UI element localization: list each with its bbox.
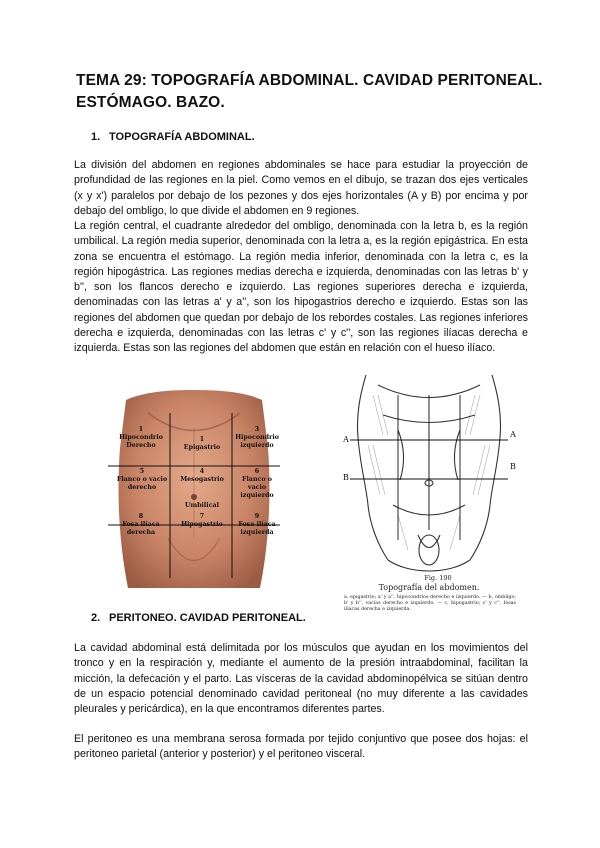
region-label: 1 Hipocondrio Derecho — [119, 426, 163, 449]
line-label-b-left: B — [343, 473, 349, 482]
region-label: 6 Flanco o vacio izquierdo — [240, 468, 274, 499]
page-title: TEMA 29: TOPOGRAFÍA ABDOMINAL. CAVIDAD PERITONEAL. ESTÓMAGO. BAZO. — [76, 72, 543, 111]
figure-title: Topografía del abdomen. — [378, 583, 480, 592]
paragraph: La cavidad abdominal está delimitada por los músculos que ayudan en los movimientos del tronco y en la respiración y, mediante el aumento de la presión intraabdominal, facilitan la micción, la defecación y el parto. Las vísceras de la cavidad abdominopélvica se sitúan dentro de un espacio potencial denominado cavidad peritoneal (no muy diferente a las cavidades pleurales y pericárdica), en la que encontramos diferentes partes. — [74, 642, 528, 716]
section-number: 1. — [91, 131, 101, 143]
abdomen-engraving-figure — [338, 375, 520, 625]
line-label-a-right: A — [510, 430, 516, 439]
region-label: 5 Flanco o vacio derecho — [116, 468, 168, 491]
section-title: PERITONEO. CAVIDAD PERITONEAL. — [109, 612, 306, 624]
region-label: 8 Fosa ilíaca derecha — [122, 513, 160, 536]
region-label: 1 Epigastrio — [183, 436, 221, 451]
figure-legend: a, epigastrio; a' y a'', hipocondrios derecho e izquierdo. — b, ombligo; b' y b'', vacíos derecho e izquierdo. — c, hipogastrio; c' y c'', fosas ilíacas derecha e izquierda. — [344, 595, 516, 612]
region-label: 9 Fosa ilíaca izquierda — [238, 513, 276, 536]
paragraph: La región central, el cuadrante alrededor del ombligo, denominada con la letra b, es la región umbilical. La región media superior, denominada con la letra a, es la región epigástrica. En esta zona se encuentra el estómago. La región media inferior, denominada con la letra c, es la región hipogástrica. Las regiones medias derecha e izquierda, denominadas con las letras b' y b'', son los flancos derecho e izquierdo. Las regiones superiores derecha e izquierda, denominadas con las letras a' y a'', son los hipogastrios derecho e izquierdo. Estas son las regiones del abdomen que quedan por debajo de los rebordes costales. Las regiones inferiores derecha e izquierda, denominadas con las letras c' y c'', son las regiones ilíacas derecha e izquierda. Estas son las regiones del abdomen que están en relación con el hueso ilíaco. — [74, 220, 528, 355]
section-number: 2. — [91, 612, 101, 624]
abdomen-photo-figure — [108, 388, 280, 598]
line-label-a-left: A — [343, 435, 349, 444]
paragraph: La división del abdomen en regiones abdominales se hace para estudiar la proyección de profundidad de las regiones en la piel. Como vemos en el dibujo, se trazan dos ejes verticales (x y x') paralelos por debajo de los pezones y dos ejes horizontales (A y B) por encima y por debajo del ombligo, lo que divide el abdomen en 9 regiones. — [74, 159, 528, 217]
line-label-b-right: B — [510, 462, 516, 471]
section-heading-2 — [91, 612, 306, 624]
paragraph: El peritoneo es una membrana serosa formada por tejido conjuntivo que posee dos hojas: el peritoneo parietal (anterior y posterior) y el peritoneo visceral. — [74, 733, 528, 761]
figure-number: Fig. 190 — [424, 574, 452, 582]
region-label: 4 Mesogastrio — [180, 468, 224, 483]
region-label: 7 Hipogastrio — [181, 513, 223, 528]
umbilical-label: Umbilical — [184, 502, 220, 509]
section-title: TOPOGRAFÍA ABDOMINAL. — [109, 131, 255, 143]
region-label: 3 Hipocondrio izquierdo — [235, 426, 279, 449]
engraving-illustration — [338, 375, 520, 575]
section-heading-1 — [91, 131, 255, 143]
